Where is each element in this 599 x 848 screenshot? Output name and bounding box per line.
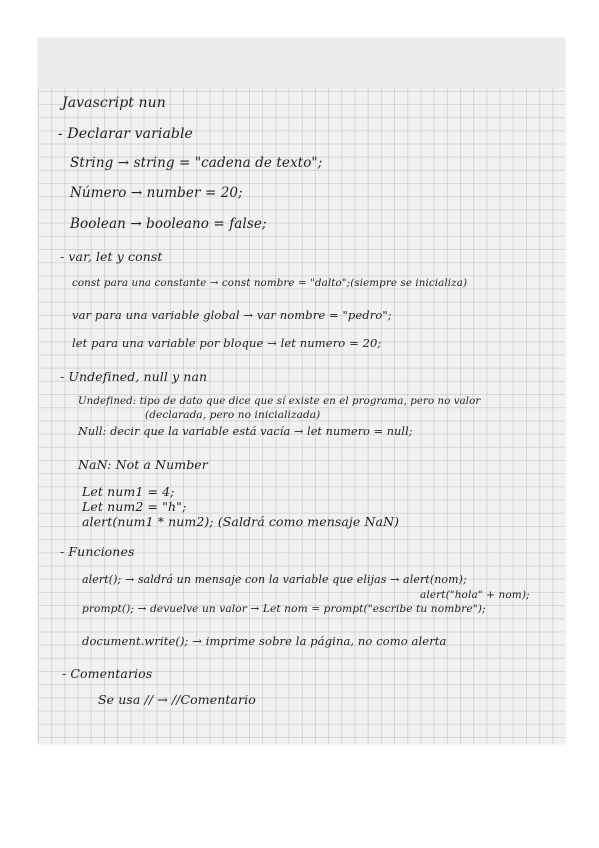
section-heading-funciones: - Funciones (60, 544, 135, 559)
page-title: Javascript nun (62, 95, 166, 111)
line-document-write: document.write(); → imprime sobre la página, no como alerta (82, 634, 447, 648)
line-string: String → string = "cadena de texto"; (70, 155, 323, 171)
line-alert: alert(); → saldrá un mensaje con la variable que elijas → alert(nom); (82, 573, 467, 586)
line-comentario: Se usa // → //Comentario (98, 692, 256, 707)
line-nan: NaN: Not a Number (78, 457, 208, 472)
line-numero: Número → number = 20; (70, 185, 243, 201)
line-let: let para una variable por bloque → let numero = 20; (72, 336, 382, 350)
line-prompt: prompt(); → devuelve un valor → Let nom = prompt("escribe tu nombre"); (82, 603, 486, 615)
section-heading-varletconst: - var, let y const (60, 249, 163, 264)
section-heading-comentarios: - Comentarios (62, 666, 153, 681)
code-line-3: alert(num1 * num2); (Saldrá como mensaje NaN) (82, 514, 400, 529)
section-heading-undefined: - Undefined, null y nan (60, 369, 208, 384)
code-line-2: Let num2 = "h"; (82, 499, 187, 514)
line-var: var para una variable global → var nombre = "pedro"; (72, 308, 392, 322)
line-alert-example: alert("hola" + nom); (420, 589, 530, 601)
line-boolean: Boolean → booleano = false; (70, 216, 267, 232)
line-null: Null: decir que la variable está vacía → let numero = null; (78, 425, 413, 438)
line-const: const para una constante → const nombre = "dalto";(siempre se inicializa) (72, 277, 468, 289)
line-undefined: Undefined: tipo de dato que dice que sí existe en el programa, pero no valor (78, 396, 481, 407)
notebook-page (38, 38, 565, 744)
line-undefined-note: (declarada, pero no inicializada) (145, 409, 321, 421)
page-top-band (38, 38, 565, 88)
section-heading-declarar: - Declarar variable (58, 126, 193, 142)
code-line-1: Let num1 = 4; (82, 484, 175, 499)
